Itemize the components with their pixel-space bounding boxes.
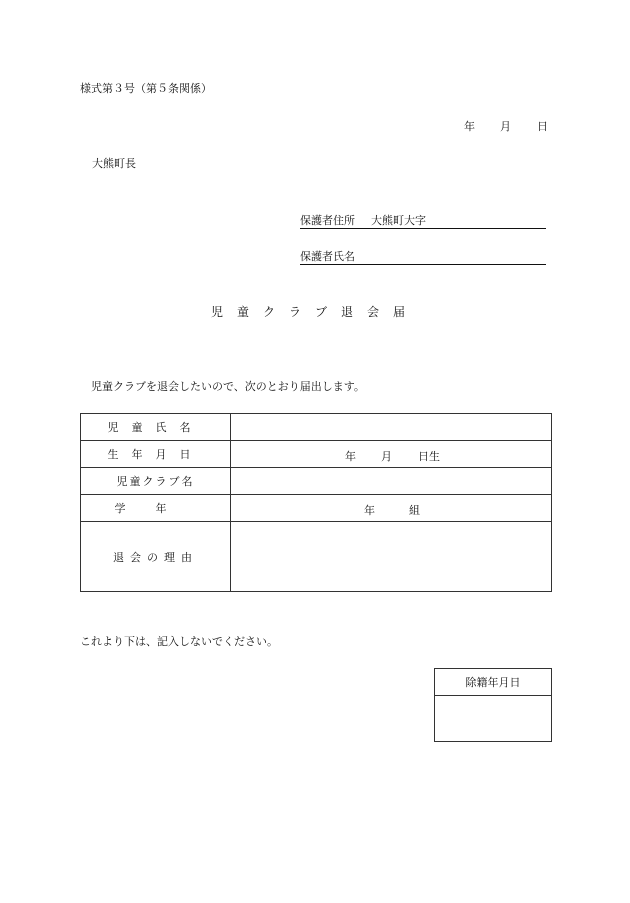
table-row: [81, 414, 552, 441]
reason-input[interactable]: [231, 522, 552, 592]
table-row: [81, 441, 552, 468]
birth-date-input[interactable]: [231, 441, 552, 468]
date-day-label: 日: [537, 120, 548, 133]
document-title: 児童クラブ退会届: [210, 305, 419, 319]
form-number: 様式第３号（第５条関係）: [80, 82, 212, 95]
table-row: [81, 468, 552, 495]
addressee: 大熊町長: [92, 157, 136, 170]
birth-day-unit: 日生: [418, 450, 440, 463]
child-name-input[interactable]: [231, 414, 552, 441]
guardian-name-label: 保護者氏名: [300, 250, 355, 263]
removal-date-box: [434, 668, 552, 742]
office-use-notice: これより下は、記入しないでください。: [80, 635, 278, 648]
intro-text: 児童クラブを退会したいので、次のとおり届出します。: [91, 380, 365, 393]
class-unit: 組: [409, 504, 420, 517]
birth-date-label: 生年月日: [81, 441, 231, 468]
removal-date-header: 除籍年月日: [435, 669, 552, 696]
table-row: [81, 495, 552, 522]
club-name-input[interactable]: [231, 468, 552, 495]
club-name-label: 児童クラブ名: [81, 468, 231, 495]
withdrawal-form-table: [80, 413, 552, 592]
grade-input[interactable]: [231, 495, 552, 522]
child-name-label: 児童氏名: [81, 414, 231, 441]
reason-label: 退会の理由: [81, 522, 231, 592]
guardian-name-field[interactable]: [300, 247, 546, 265]
table-row: [81, 522, 552, 592]
date-month-label: 月: [500, 120, 511, 133]
guardian-address-prefix: 大熊町大字: [371, 214, 426, 227]
grade-unit: 年: [364, 504, 375, 517]
guardian-address-label: 保護者住所: [300, 214, 355, 227]
removal-date-input[interactable]: [435, 696, 552, 742]
birth-month-unit: 月: [381, 450, 392, 463]
grade-label: 学年: [81, 495, 231, 522]
guardian-address-field[interactable]: [300, 211, 546, 229]
date-year-label: 年: [464, 120, 475, 133]
birth-year-unit: 年: [345, 450, 356, 463]
